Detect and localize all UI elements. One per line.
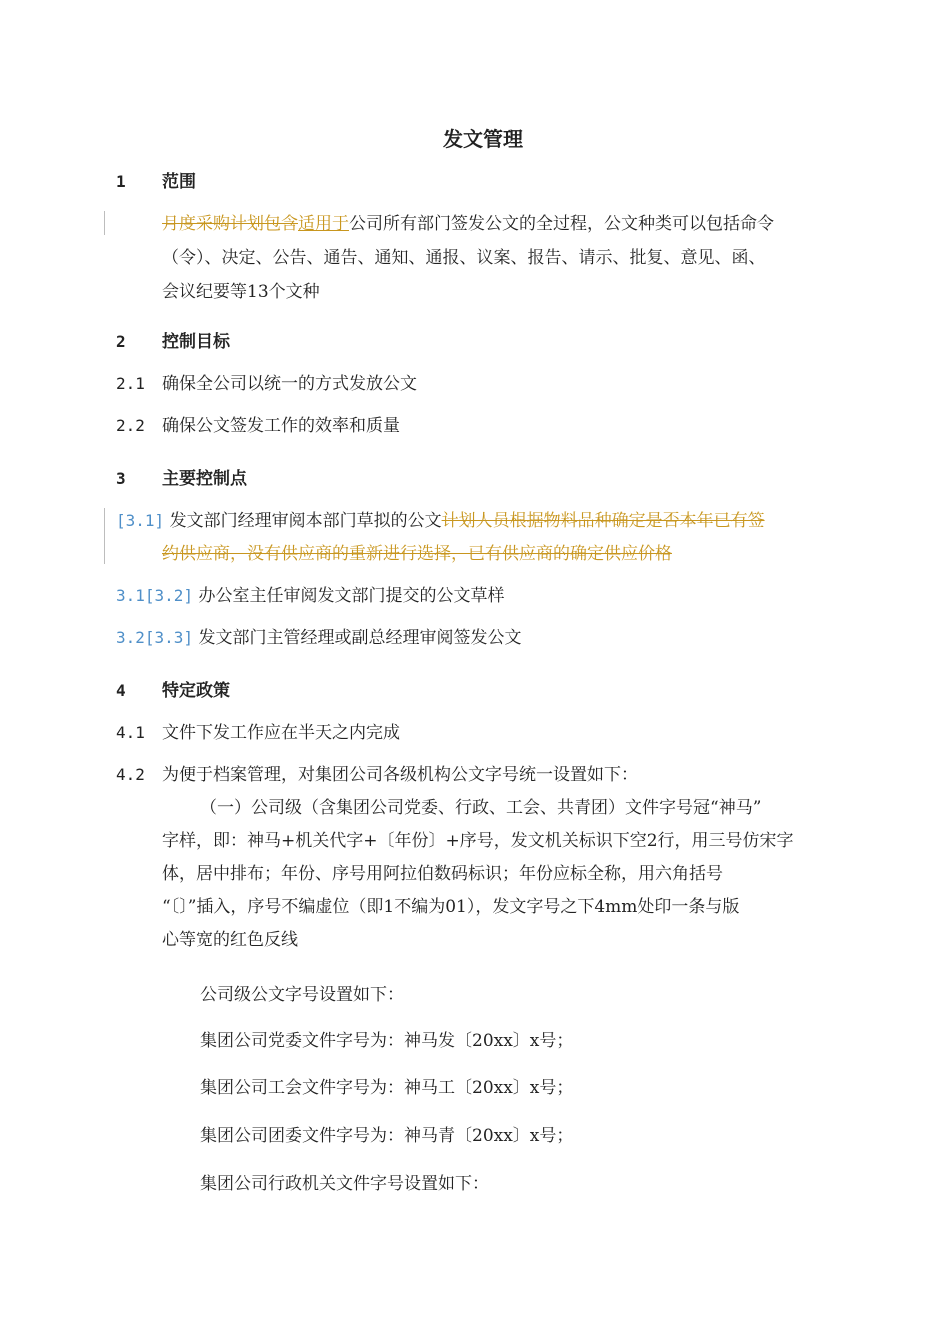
section-3-heading: 主要控制点 <box>162 469 247 489</box>
item-2-2-number: 2.2 <box>116 416 145 435</box>
item-4-2-number: 4.2 <box>116 765 145 784</box>
revision-number: 3.1 <box>116 586 145 605</box>
section-4-number: 4 <box>116 681 126 700</box>
list-item: 公司级公文字号设置如下： <box>200 985 404 1005</box>
paragraph-line-5: 心等宽的红色反线 <box>162 930 298 950</box>
inserted-text: 适用于 <box>298 214 349 234</box>
body-text: 办公室主任审阅发文部门提交的公文草样 <box>198 586 505 606</box>
deleted-text: 计划人员根据物料品种确定是否本年已有签 <box>441 511 765 531</box>
deleted-text: 月度采购计划包含 <box>162 214 298 234</box>
item-3-3 <box>116 627 521 649</box>
section-1-heading: 范围 <box>162 172 196 192</box>
section-1-line-2: （令）、决定、公告、通告、通知、通报、议案、报告、请示、批复、意见、函、 <box>162 248 766 268</box>
section-4-heading: 特定政策 <box>162 681 230 701</box>
section-2-number: 2 <box>116 332 126 351</box>
revision-ref: [3.1] <box>116 511 165 530</box>
section-3-number: 3 <box>116 469 126 488</box>
paragraph-line-1: （一）公司级（含集团公司党委、行政、工会、共青团）文件字号冠“神马” <box>200 798 762 818</box>
list-item: 集团公司工会文件字号为：神马工〔20xx〕x号； <box>200 1078 574 1098</box>
item-4-1-number: 4.1 <box>116 723 145 742</box>
change-bar <box>104 508 105 564</box>
item-4-1-text: 文件下发工作应在半天之内完成 <box>162 723 400 743</box>
paragraph-line-2: 字样，即：神马+机关代字+〔年份〕+序号，发文机关标识下空2行，用三号仿宋字 <box>162 831 794 851</box>
section-1-number: 1 <box>116 172 126 191</box>
body-text: 发文部门主管经理或副总经理审阅签发公文 <box>198 628 522 648</box>
body-text: 发文部门经理审阅本部门草拟的公文 <box>169 511 442 531</box>
list-item: 集团公司党委文件字号为：神马发〔20xx〕x号； <box>200 1031 574 1051</box>
list-item: 集团公司行政机关文件字号设置如下： <box>200 1174 489 1194</box>
section-2-heading: 控制目标 <box>162 332 230 352</box>
item-3-2 <box>116 585 504 607</box>
revision-ref: [3.2] <box>144 586 194 605</box>
item-3-1-line-1 <box>116 510 765 532</box>
revision-number: 3.2 <box>116 628 145 647</box>
item-3-1-deleted-line-2: 约供应商，没有供应商的重新进行选择，已有供应商的确定供应价格 <box>162 544 672 564</box>
item-2-2-text: 确保公文签发工作的效率和质量 <box>162 416 400 436</box>
item-2-1-number: 2.1 <box>116 374 145 393</box>
revision-ref: [3.3] <box>144 628 194 647</box>
document-title: 发文管理 <box>443 127 523 151</box>
section-1-line-1 <box>162 213 774 235</box>
item-4-2-text: 为便于档案管理，对集团公司各级机构公文字号统一设置如下： <box>162 765 638 785</box>
change-bar <box>104 211 105 235</box>
body-text: 公司所有部门签发公文的全过程，公文种类可以包括命令 <box>349 214 774 234</box>
paragraph-line-3: 体，居中排布；年份、序号用阿拉伯数码标识；年份应标全称，用六角括号 <box>162 864 723 884</box>
section-1-line-3: 会议纪要等13个文种 <box>162 282 320 302</box>
item-2-1-text: 确保全公司以统一的方式发放公文 <box>162 374 417 394</box>
paragraph-line-4: “〔〕”插入，序号不编虚位（即1不编为01），发文字号之下4mm处印一条与版 <box>162 897 740 917</box>
list-item: 集团公司团委文件字号为：神马青〔20xx〕x号； <box>200 1126 574 1146</box>
